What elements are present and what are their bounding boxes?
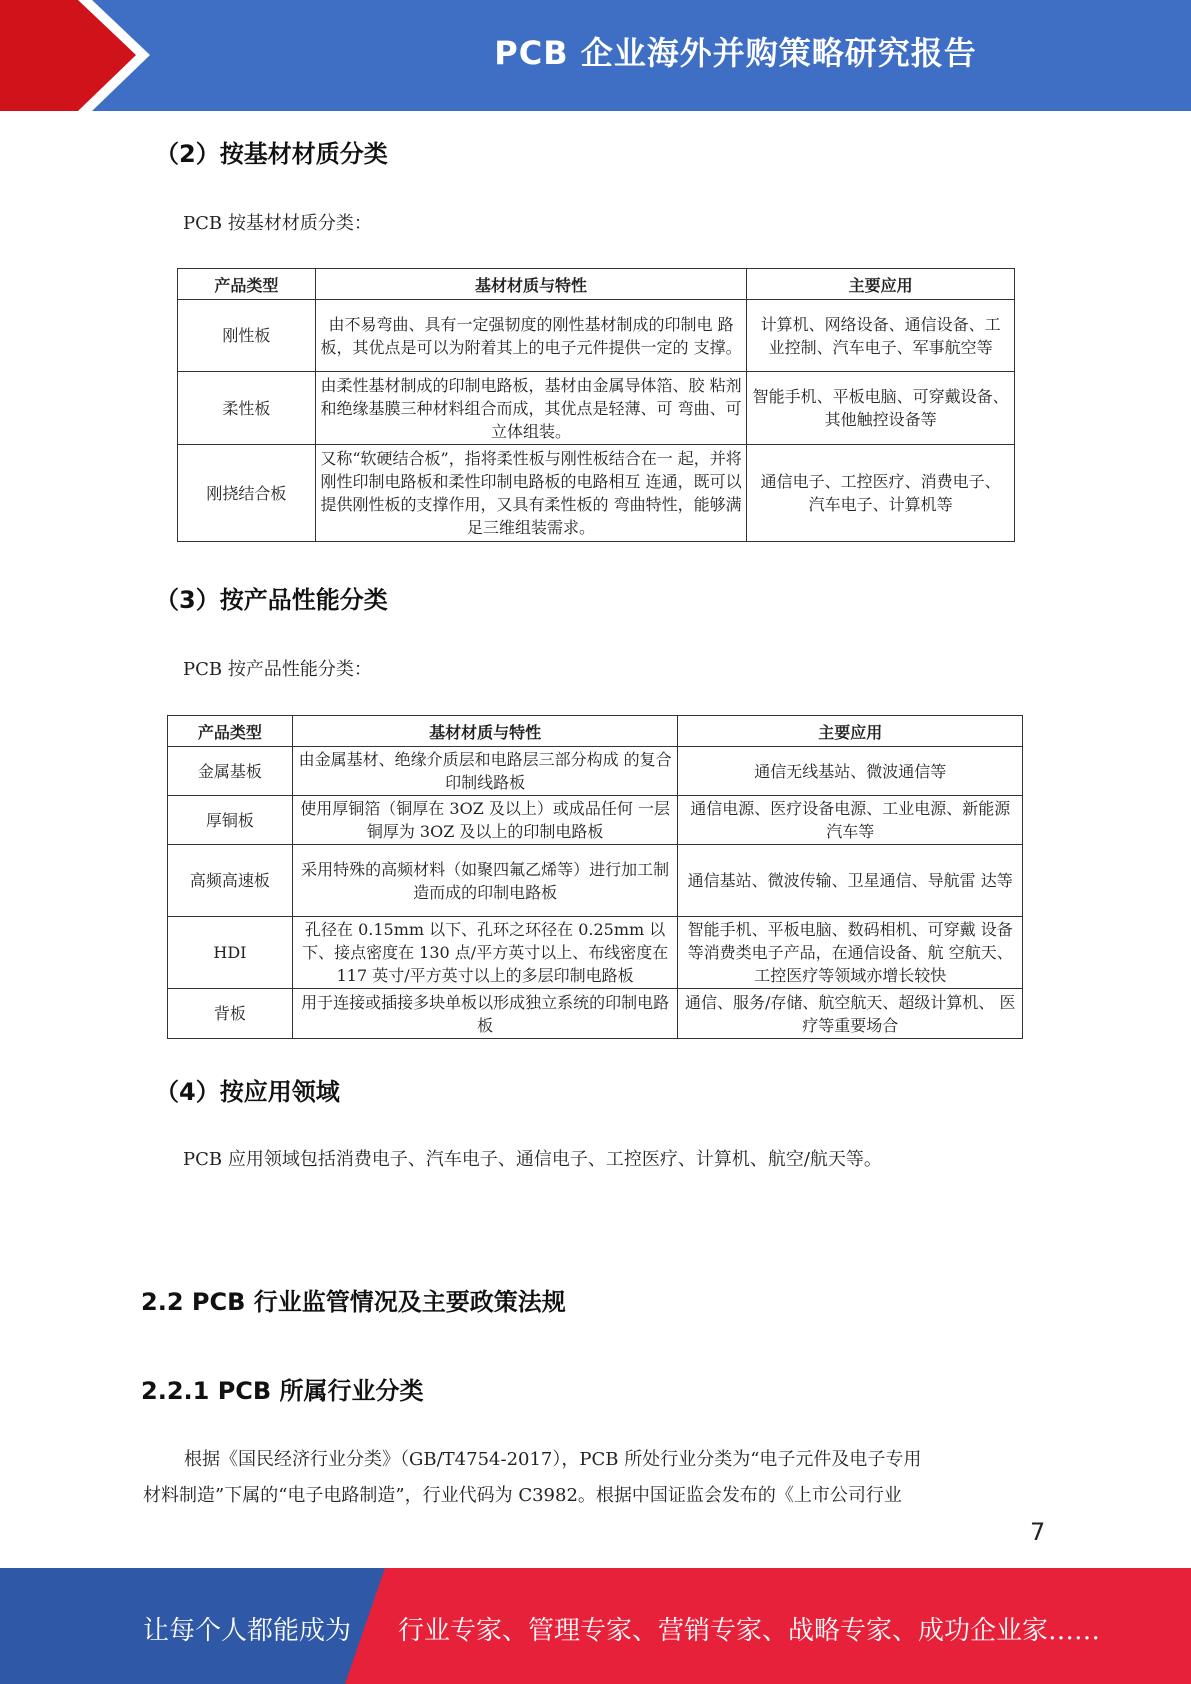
report-title: PCB 企业海外并购策略研究报告 [494, 34, 977, 72]
product-type-cell: HDI [168, 917, 293, 989]
application-cell: 通信电源、医疗设备电源、工业电源、新能源汽车等 [678, 796, 1023, 845]
feature-cell: 采用特殊的高频材料（如聚四氟乙烯等）进行加工制造而成的印制电路板 [292, 845, 678, 917]
table-header-row [178, 269, 1015, 300]
product-type-cell: 柔性板 [178, 372, 316, 445]
application-cell: 计算机、网络设备、通信设备、工 业控制、汽车电子、军事航空等 [747, 300, 1015, 372]
column-header: 基材材质与特性 [315, 269, 746, 300]
table-row [168, 989, 1023, 1039]
feature-cell: 由柔性基材制成的印制电路板，基材由金属导体箔、胶 粘剂和绝缘基膜三种材料组合而成，其优点是轻薄、可 弯曲、可立体组装。 [315, 372, 746, 445]
product-type-cell: 刚挠结合板 [178, 445, 316, 542]
feature-cell: 由金属基材、绝缘介质层和电路层三部分构成 的复合印制线路板 [292, 747, 678, 796]
footer-slogan-left: 让每个人都能成为 [143, 1616, 352, 1646]
column-header: 产品类型 [178, 269, 316, 300]
product-type-cell: 高频高速板 [168, 845, 293, 917]
intro-performance: PCB 按产品性能分类： [183, 659, 372, 680]
intro-substrate: PCB 按基材材质分类： [183, 213, 372, 234]
heading-substrate-classification: （2）按基材材质分类 [155, 140, 388, 168]
page-number: 7 [1030, 1518, 1046, 1546]
feature-cell: 使用厚铜箔（铜厚在 3OZ 及以上）或成品任何 一层铜厚为 3OZ 及以上的印制电路板 [292, 796, 678, 845]
product-type-cell: 背板 [168, 989, 293, 1039]
table-header-row [168, 716, 1023, 747]
column-header: 主要应用 [747, 269, 1015, 300]
feature-cell: 孔径在 0.15mm 以下、孔环之环径在 0.25mm 以 下、接点密度在 130 点/平方英寸以上、布线密度在 117 英寸/平方英寸以上的多层印制电路板 [292, 917, 678, 989]
performance-table [167, 715, 1023, 1039]
heading-section-2-2-1: 2.2.1 PCB 所属行业分类 [141, 1377, 424, 1405]
table-row [178, 445, 1015, 542]
page-header [0, 0, 1191, 111]
column-header: 产品类型 [168, 716, 293, 747]
table-row [178, 300, 1015, 372]
column-header: 基材材质与特性 [292, 716, 678, 747]
application-cell: 智能手机、平板电脑、数码相机、可穿戴 设备等消费类电子产品，在通信设备、航 空航天、工控医疗等领域亦增长较快 [678, 917, 1023, 989]
body-text-line: 材料制造”下属的“电子电路制造”，行业代码为 C3982。根据中国证监会发布的《上市公司行业 [143, 1485, 902, 1506]
application-cell: 智能手机、平板电脑、可穿戴设备、 其他触控设备等 [747, 372, 1015, 445]
feature-cell: 由不易弯曲、具有一定强韧度的刚性基材制成的印制电 路板，其优点是可以为附着其上的电子元件提供一定的 支撑。 [315, 300, 746, 372]
heading-section-2-2: 2.2 PCB 行业监管情况及主要政策法规 [141, 1288, 566, 1316]
product-type-cell: 金属基板 [168, 747, 293, 796]
heading-application-field: （4）按应用领域 [155, 1078, 340, 1106]
feature-cell: 又称“软硬结合板”，指将柔性板与刚性板结合在一 起，并将刚性印制电路板和柔性印制电路板的电路相互 连通，既可以提供刚性板的支撑作用，又具有柔性板的 弯曲特性，能够满足三维组装需求。 [315, 445, 746, 542]
product-type-cell: 刚性板 [178, 300, 316, 372]
table-row [168, 845, 1023, 917]
table-row [168, 917, 1023, 989]
table-row [178, 372, 1015, 445]
application-cell: 通信无线基站、微波通信等 [678, 747, 1023, 796]
footer-slogan-right: 行业专家、管理专家、营销专家、战略专家、成功企业家…… [398, 1616, 1101, 1646]
application-cell: 通信基站、微波传输、卫星通信、导航雷 达等 [678, 845, 1023, 917]
application-cell: 通信、服务/存储、航空航天、超级计算机、 医疗等重要场合 [678, 989, 1023, 1039]
application-cell: 通信电子、工控医疗、消费电子、 汽车电子、计算机等 [747, 445, 1015, 542]
application-field-text: PCB 应用领域包括消费电子、汽车电子、通信电子、工控医疗、计算机、航空/航天等。 [183, 1149, 882, 1170]
body-text-line: 根据《国民经济行业分类》（GB/T4754-2017），PCB 所处行业分类为“电子元件及电子专用 [184, 1449, 922, 1470]
table-row [168, 747, 1023, 796]
feature-cell: 用于连接或插接多块单板以形成独立系统的印制电路板 [292, 989, 678, 1039]
page-footer [0, 1568, 1191, 1684]
product-type-cell: 厚铜板 [168, 796, 293, 845]
table-row [168, 796, 1023, 845]
substrate-table [177, 268, 1015, 542]
heading-performance-classification: （3）按产品性能分类 [155, 586, 388, 614]
column-header: 主要应用 [678, 716, 1023, 747]
